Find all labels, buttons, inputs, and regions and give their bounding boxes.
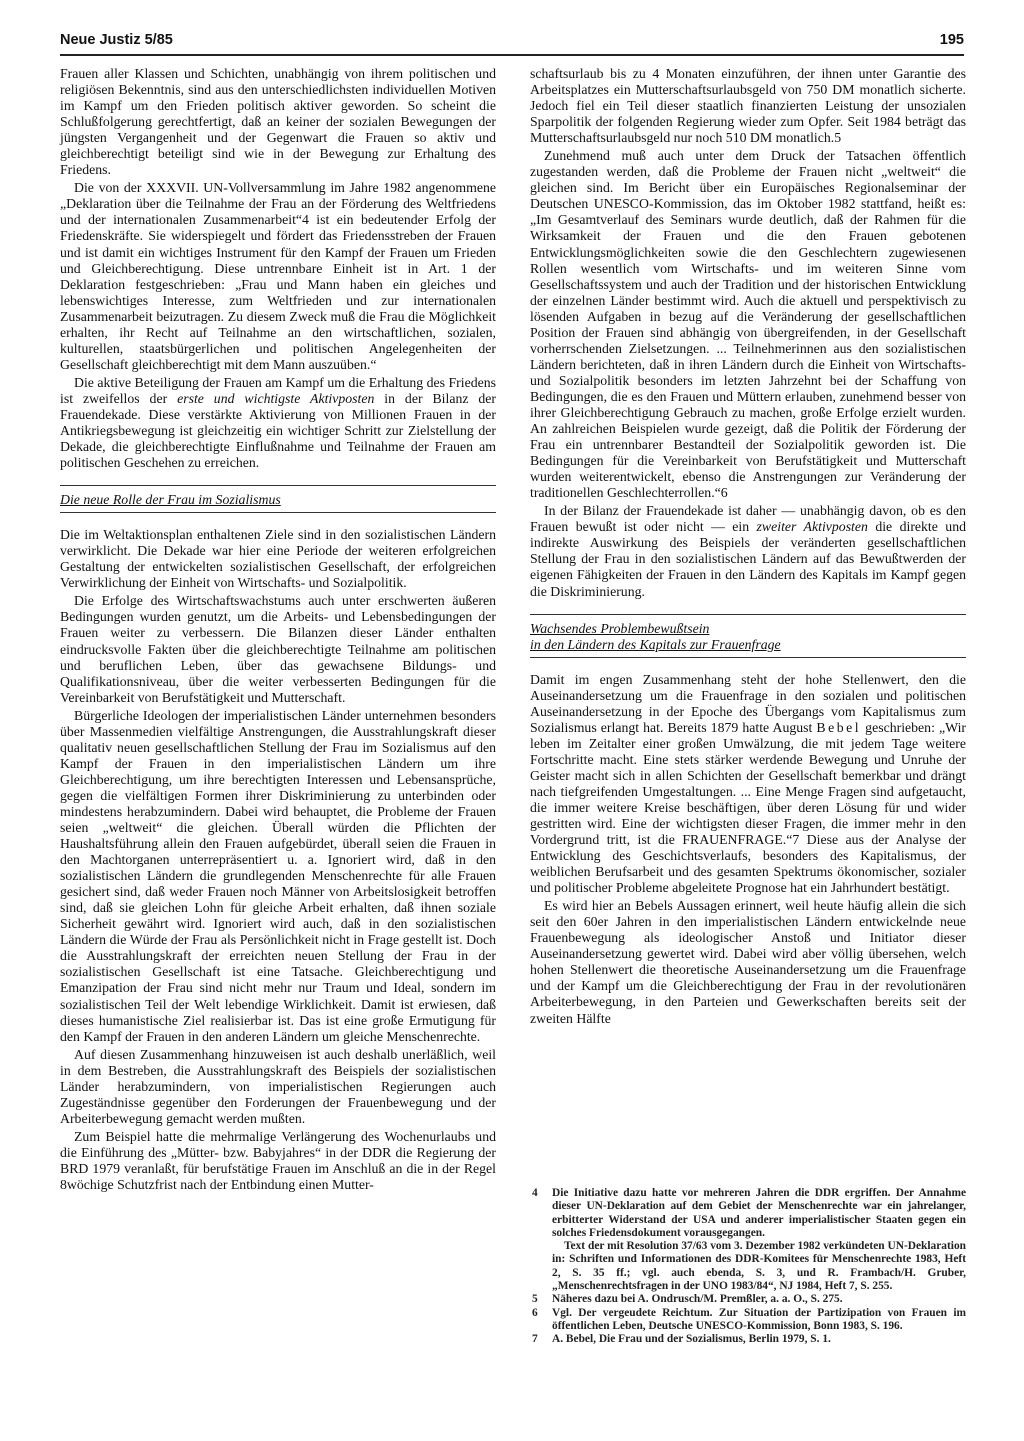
footnote-text: Vgl. Der vergeudete Reichtum. Zur Situation der Partizipation von Frauen im öffentlichen Leben, Deutsche UNESCO-Kommission, Bonn 1983, S. 196.: [552, 1306, 966, 1332]
paragraph: Bürgerliche Ideologen der imperialistischen Länder unternehmen besonders über Massenmedien vielfältige Anstrengungen, die Ausstrahlungskraft dieser qualitativ neuen gesellschaftlichen Stellung der Frau im Sozialismus auf den Kampf der Frauen in den imperialistischen Ländern um ihre Gleichberechtigung, um ihre berechtigten Interessen und Lebensansprüche, gegen die vielfältigen Formen ihrer Diskriminierung zu unterbinden oder mindestens herabzumindern. Dabei wird behauptet, die Probleme der Frauen seien „weltweit“ die gleichen. Überall würden die Pflichten der Haushaltsführung allein den Frauen aufgebürdet, überall seien die Frauen in den Machtorganen unterrepräsentiert u. a. Ignoriert wird, daß in den sozialistischen Ländern die grundlegenden Menschenrechte für alle Frauen gesichert sind, daß weder Frauen noch Männer von Arbeitslosigkeit betroffen sind, daß sie gleichen Lohn für gleiche Arbeit erhalten, daß ihnen soziale Sicherheit gewährt wird. Ignoriert wird auch, daß in den sozialistischen Ländern die Würde der Frau als Persönlichkeit nicht in Frage gestellt ist. Doch die Ausstrahlungskraft der erreichten neuen Stellung der Frau in der sozialistischen Gesellschaft ist eine Tatsache. Gleichberechtigung und Emanzipation der Frau sind nicht mehr nur Traum und Ideal, sondern im sozialistischen Teil der Welt lebendige Wirklichkeit. Damit ist erwiesen, daß dieses humanistische Ziel realisierbar ist. Das ist eine große Ermutigung für den Kampf der Frauen in den anderen Ländern um gleiche Menschenrechte.: [60, 707, 496, 1044]
section-heading-line: in den Ländern des Kapitals zur Frauenfrage: [530, 636, 781, 652]
paragraph: [530, 672, 966, 897]
paragraph: Zunehmend muß auch unter dem Druck der Tatsachen öffentlich zugestanden werden, daß die Probleme der Frauen nicht „weltweit“ die gleichen sind. Im Bericht über ein Europäisches Regionalseminar der Deutschen UNESCO-Kommission, das im Oktober 1982 stattfand, heißt es: „Im Gesamtverlauf des Seminars wurde deutlich, daß der Rahmen für die Wirksamkeit der Frauen und die den Frauen gebotenen Entwicklungsmöglichkeiten sowie die den Geschlechtern zugewiesenen Rollen wesentlich vom Wirtschafts- und im weiteren Sinne vom Gesellschaftssystem und auch der Tradition und der historischen Entwicklung der einzelnen Länder bestimmt wird. Auch die aktuell und perspektivisch zu lösenden Aufgaben in bezug auf die Veränderung der gesellschaftlichen Position der Frauen sind abhängig von übergreifenden, in der Gesellschaft vorherrschenden Zielsetzungen. ... Teilnehmerinnen aus den sozialistischen Ländern berichteten, daß in ihren Ländern durch die Einheit von Wirtschafts- und Sozialpolitik besonders im letzten Jahrzehnt bei der Schaffung von Bedingungen, die es den Frauen und Müttern erlauben, zunehmend besser von ihrer Gleichberechtigung Gebrauch zu machen, große Erfolge erzielt wurden. An zahlreichen Beispielen wurde gezeigt, daß die Politik der Förderung der Frau ein untrennbarer Bestandteil der Sozialpolitik geworden ist. Die Bedingungen für die Vereinbarkeit von Berufstätigkeit und Mutterschaft wurden weiterentwickelt, ebenso die Anstrengungen zur Veränderung der traditionellen Geschlechterrollen.“6: [530, 148, 966, 501]
emphasis-text: erste und wichtigste Aktivposten: [177, 390, 375, 406]
section-heading-line: Wachsendes Problembewußtsein: [530, 620, 710, 636]
footnote-text: A. Bebel, Die Frau und der Sozialismus, Berlin 1979, S. 1.: [552, 1333, 831, 1346]
paragraph: Die von der XXXVII. UN-Vollversammlung im Jahre 1982 angenommene „Deklaration über die Teilnahme der Frau an der Förderung des Weltfriedens und der internationalen Zusammenarbeit“4 ist ein bedeutender Erfolg der Friedenskräfte. Sie widerspiegelt und fördert das Friedensstreben der Frauen und ist damit ein wichtiges Instrument für den Kampf der Frauen um Frieden und Gleichberechtigung. Diese untrennbare Einheit ist in Art. 1 der Deklaration festgeschrieben: „Frau und Mann haben ein gleiches und lebenswichtiges Interesse, zum Weltfrieden und zur internationalen Zusammenarbeit beizutragen. Zu diesem Zweck muß die Frau die Möglichkeit erhalten, ihr Recht auf Teilnahme an den wirtschaftlichen, sozialen, kulturellen, staatsbürgerlichen und politischen Angelegenheiten der Gesellschaft gleichberechtigt mit dem Mann auszuüben.“: [60, 180, 496, 372]
text-span: Die aktive Beteiligung der Frauen am Kampf um die Erhaltung des Friedens ist zweifellos der: [60, 374, 496, 406]
footnote-text: Näheres dazu bei A. Ondrusch/M. Premßler, a. a. O., S. 275.: [552, 1293, 843, 1306]
footnote-continuation: Text der mit Resolution 37/63 vom 3. Dezember 1982 verkündeten UN-Deklaration in: Schriften und Informationen des DDR-Komitees für Menschenrechte 1983, Heft 2, S. 35 ff.; vgl. auch ebenda, S. 3, und R. Frambach/H. Gruber, „Menschenrechtsfragen in der UNO 1983/84“, NJ 1984, Heft 7, S. 255.: [552, 1240, 966, 1293]
journal-title: Neue Justiz 5/85: [60, 32, 173, 48]
paragraph: [60, 375, 496, 471]
section-heading: [60, 485, 496, 513]
paragraph: Die im Weltaktionsplan enthaltenen Ziele sind in den sozialistischen Ländern verwirklicht. Die Dekade war hier eine Periode der weiteren erfolgreichen Gestaltung der entwickelten sozialistischen Gesellschaft, der erfolgreichen Verwirklichung der Einheit von Wirtschafts- und Sozialpolitik.: [60, 527, 496, 591]
footnote-number: 5: [532, 1293, 538, 1306]
footnotes: [530, 1187, 966, 1347]
footnote: [530, 1307, 966, 1334]
paragraph: Frauen aller Klassen und Schichten, unabhängig von ihrem politischen und religiösen Bekenntnis, sind aus den unterschiedlichsten individuellen Motiven im Kampf um den Frieden politisch aktiver geworden. So scheint die Schlußfolgerung gerechtfertigt, daß an keiner der sozialen Bewegungen der jüngsten Vergangenheit und der Gegenwart die Frauen so aktiv und gleichberechtigt beteiligt sind wie in der Bewegung zur Erhaltung des Friedens.: [60, 66, 496, 178]
emphasis-text: zweiter Aktivposten: [756, 519, 868, 535]
paragraph: Auf diesen Zusammenhang hinzuweisen ist auch deshalb unerläßlich, weil in dem Bestreben, die Ausstrahlungskraft des Beispiels der sozialistischen Länder herabzumindern, von imperialistischen Regierungen auch Zugeständnisse gegenüber den Forderungen der Frauenbewegung und der Arbeiterbewegung gemacht werden mußten.: [60, 1046, 496, 1126]
footnote: [530, 1187, 966, 1240]
footnote: [530, 1293, 966, 1306]
text-span: geschrieben: „Wir leben im Zeitalter einer großen Umwälzung, die mit jedem Tage weitere Fortschritte macht. Eine stets stärker werdende Bewegung und Unruhe der Geister macht sich in allen Schichten der Gesellschaft bemerkbar und drängt nach tiefgreifenden Umgestaltungen. ... Eine Menge Fragen sind aufgetaucht, die immer weitere Kreise beschäftigen, über deren Lösung für und wider gestritten wird. Eine der wichtigsten dieser Fragen, die immer mehr in den Vordergrund tritt, ist die FRAUENFRAGE.“7 Diese aus der Analyse der Entwicklung des Geschichtsverlaufs, besonders des Kapitalismus, der weiblichen Berufsarbeit und des gesamten Spektrums ökonomischer, sozialer und politischer Probleme abgeleitete Prognose hat ein Jahrhundert bestätigt.: [530, 719, 967, 896]
paragraph: Es wird hier an Bebels Aussagen erinnert, weil heute häufig allein die sich seit den 60er Jahren in den imperialistischen Ländern entwickelnde neue Frauenbewegung als ideologischer Anstoß und Initiator dieser Auseinandersetzung gewertet wird. Dabei wird aber völlig übersehen, welch hohen Stellenwert die theoretische Auseinandersetzung um die Frauenfrage und der Kampf um die Gleichberechtigung der Frau in der revolutionären Arbeiterbewegung, in den Parteien und Gewerkschaften bereits seit der zweiten Hälfte: [530, 898, 966, 1026]
footnote-text: Die Initiative dazu hatte vor mehreren Jahren die DDR ergriffen. Der Annahme dieser UN-Deklaration auf dem Gebiet der Menschenrechte war ein jahrelanger, erbitterter Widerstand der USA und anderer imperialistischer Staaten gegen ein solches Friedensdokument vorausgegangen.: [552, 1187, 966, 1239]
author-name: Bebel: [816, 719, 862, 735]
footnote-number: 4: [532, 1187, 538, 1199]
text-span: in der Bilanz der Frauendekade. Diese verstärkte Aktivierung von Millionen Frauen in der Antikriegsbewegung ist gleichzeitig ein wichtiger Schritt zur Zielstellung der Dekade, die gleichberechtigte Einflußnahme und Teilnahme der Frauen am politischen Geschehen zu erreichen.: [60, 390, 496, 471]
text-span: In der Bilanz der Frauendekade ist daher — unabhängig davon, ob es den Frauen bewußt ist oder nicht — ein: [530, 503, 966, 535]
paragraph: schaftsurlaub bis zu 4 Monaten einzuführen, der ihnen unter Garantie des Arbeitsplatzes ein Mutterschaftsurlaubsgeld von 750 DM monatlich sicherte. Jedoch fiel ein Teil dieser staatlich finanzierten Leistung der unsozialen Sparpolitik der folgenden Regierung wieder zum Opfer. Seit 1984 beträgt das Mutterschaftsurlaubsgeld nur noch 510 DM monatlich.5: [530, 66, 966, 146]
left-column: [60, 66, 496, 1195]
right-column: [530, 66, 966, 1029]
text-span: Damit im engen Zusammenhang steht der hohe Stellenwert, den die Auseinandersetzung um die Frauenfrage in den sozialen und politischen Auseinandersetzung in der Epoche des Übergangs vom Kapitalismus zum Sozialismus erlangt hat. Bereits 1879 hatte August: [530, 671, 966, 735]
page-header: [60, 28, 964, 56]
footnote-number: 6: [532, 1306, 538, 1319]
footnote-number: 7: [532, 1333, 538, 1346]
footnote: [530, 1333, 966, 1346]
page-number: 195: [939, 32, 964, 48]
section-heading-text: Die neue Rolle der Frau im Sozialismus: [60, 492, 281, 508]
section-heading: [530, 614, 966, 658]
text-span: die direkte und indirekte Auswirkung des Beispiels der veränderten gesellschaftlichen Stellung der Frau in den sozialistischen Ländern auf das Bewußtwerden der eigenen Fähigkeiten der Frauen in den Ländern des Kapitals im Kampf gegen die Diskriminierung.: [530, 519, 966, 599]
paragraph: Die Erfolge des Wirtschaftswachstums auch unter erschwerten äußeren Bedingungen wurden genutzt, um die Arbeits- und Lebensbedingungen der Frauen weiter zu verbessern. Die Bilanzen dieser Länder enthalten eindrucksvolle Fakten über die gleichberechtigte Teilnahme am politischen und beruflichen Leben, über das gewachsene Bildungs- und Qualifikationsniveau, über die weiter verbesserten Bedingungen für die Vereinbarkeit von Berufstätigkeit und Mutterschaft.: [60, 593, 496, 705]
paragraph: Zum Beispiel hatte die mehrmalige Verlängerung des Wochenurlaubs und die Einführung des „Mütter- bzw. Babyjahres“ in der DDR die Regierung der BRD 1979 veranlaßt, für berufstätige Frauen im Anschluß an die in der Regel 8wöchige Schutzfrist nach der Entbindung einen Mutter-: [60, 1128, 496, 1193]
paragraph: [530, 503, 966, 599]
